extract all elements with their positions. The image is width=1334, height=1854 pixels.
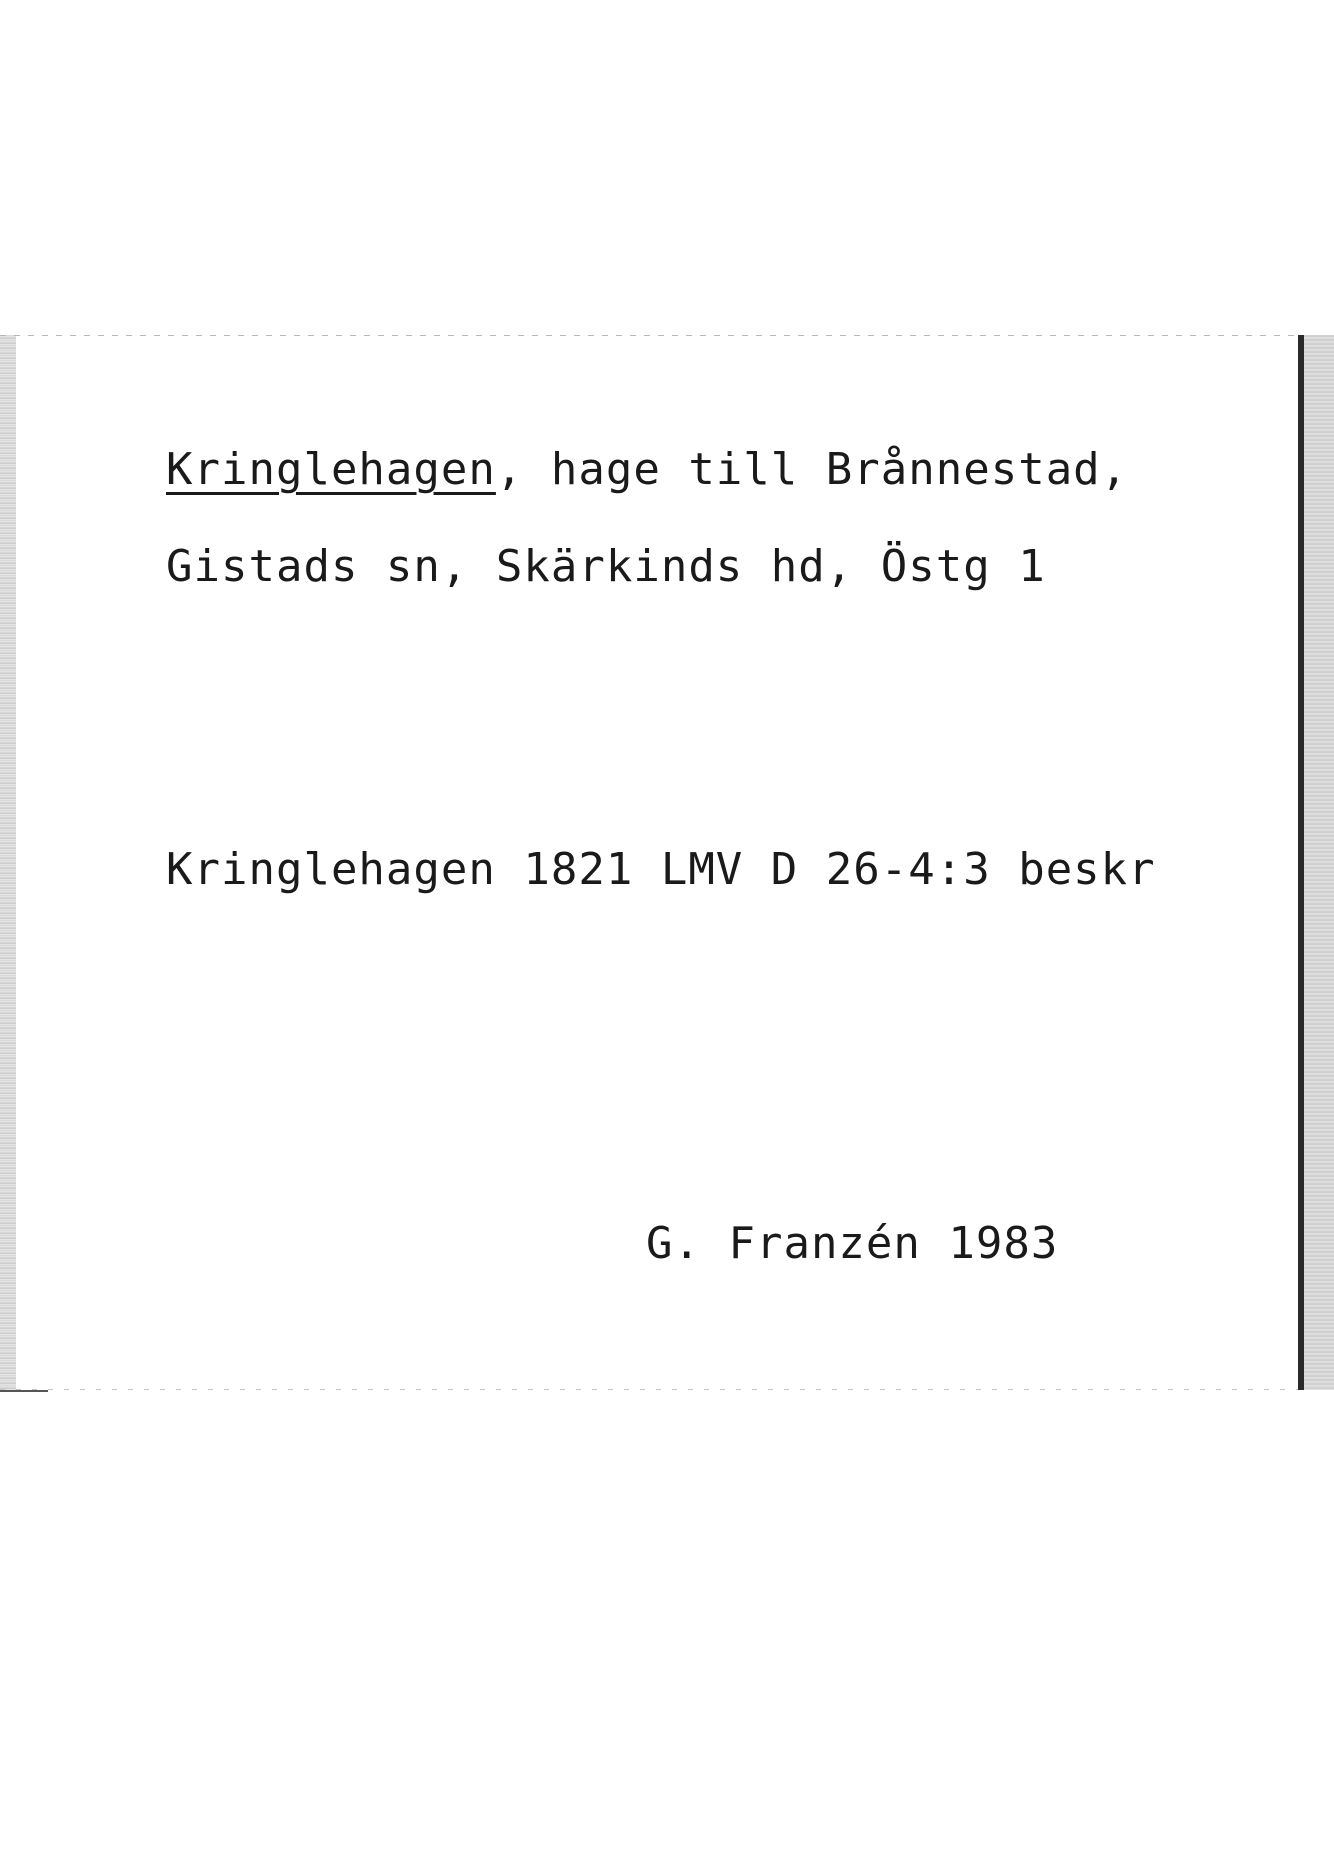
card-bottom-edge	[0, 1389, 1300, 1390]
entry-description: , hage till Brånnestad,	[495, 444, 1129, 495]
entry-headword: Kringlehagen	[166, 444, 496, 495]
card-right-texture	[1304, 335, 1334, 1390]
entry-title-line	[166, 444, 1129, 495]
entry-location-line: Gistads sn, Skärkinds hd, Östg 1	[166, 541, 1046, 592]
entry-source-line: Kringlehagen 1821 LMV D 26-4:3 beskr	[166, 844, 1156, 895]
card-left-edge	[0, 335, 16, 1390]
card-bottom-mark	[0, 1390, 48, 1392]
entry-signature: G. Franzén 1983	[646, 1218, 1059, 1269]
card-top-edge	[0, 335, 1300, 336]
